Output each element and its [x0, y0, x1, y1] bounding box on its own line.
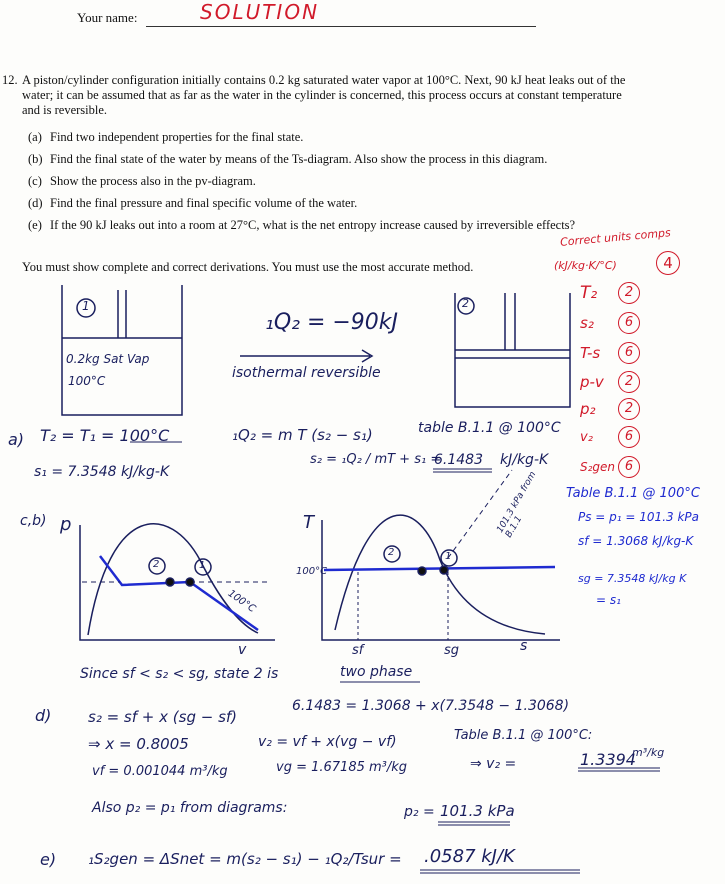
name-value: SOLUTION	[200, 0, 320, 24]
instructions: You must show complete and correct derivations. You must use the most accurate method.	[22, 260, 474, 274]
name-label: Your name:	[77, 10, 138, 25]
cb-label: c,b)	[20, 513, 47, 529]
ts-isotherm-label: 100°C	[296, 566, 328, 577]
table-eq: = s₁	[596, 593, 621, 607]
a-s2-expr: s₂ = ₁Q₂ / mT + s₁ =	[310, 452, 442, 467]
a-s2-value: 6.1483	[434, 452, 483, 468]
part-a-label: a)	[8, 430, 25, 449]
ts-axis-s: s	[520, 638, 528, 654]
heat-label: ₁Q₂ = −90kJ	[265, 310, 399, 335]
process-arrow	[240, 350, 372, 362]
d-vg: vg = 1.67185 m³/kg	[276, 760, 408, 775]
part-a: (a) Find two independent properties for the final state.	[28, 130, 304, 144]
d-x: ⇒ x = 0.8005	[88, 735, 189, 753]
grading-item: T-s 6	[580, 338, 670, 368]
pv-pt2: 2	[153, 559, 160, 570]
state-1-number: 1	[82, 299, 90, 313]
d-vf: vf = 0.001044 m³/kg	[92, 764, 228, 779]
since-text: Since sf < s₂ < sg, state 2 is	[80, 666, 279, 682]
d-v2-result: 1.3394	[580, 750, 636, 769]
state-1-text: 0.2kg Sat Vap	[66, 352, 150, 366]
grading-header: Correct units comps	[559, 226, 672, 249]
ts-sg: sg	[444, 643, 460, 658]
d-p2: p₂ =	[404, 804, 435, 820]
table-sf: sf = 1.3068 kJ/kg-K	[578, 534, 694, 548]
grading-item: T₂ 2	[580, 278, 670, 308]
d-s2: s₂ = sf + x (sg − sf)	[88, 708, 238, 726]
ts-isobar-label: 101.3 kPa from B.1.1	[495, 470, 539, 540]
a-s1: s₁ = 7.3548 kJ/kg-K	[34, 464, 170, 480]
two-phase: two phase	[340, 664, 413, 680]
problem-statement: A piston/cylinder configuration initially contains 0.2 kg saturated water vapor at 100°C. Next, 90 kJ heat leaks out of the water; it can be assumed that as far as the water in the cylinder is concerned, this process occurs at constant temperature and is reversible.	[22, 73, 626, 117]
table-title: Table B.1.1 @ 100°C	[566, 486, 700, 501]
grading-units-score: 4	[656, 251, 680, 275]
a-s2-unit: kJ/kg-K	[500, 452, 549, 468]
grading-item: p-v 2	[580, 368, 670, 396]
problem-number: 12.	[2, 73, 18, 87]
d-p2-value: 101.3 kPa	[440, 802, 515, 820]
table-ps: Ps = p₁ = 101.3 kPa	[578, 510, 699, 524]
a-q12: ₁Q₂ = m T (s₂ − s₁)	[232, 426, 373, 444]
pv-isotherm-label: 100°C	[225, 588, 258, 615]
grading-item: v₂ 6	[580, 422, 670, 452]
part-d: (d) Find the final pressure and final specific volume of the water.	[28, 196, 358, 210]
ts-pt2: 2	[388, 547, 395, 558]
cylinder-1	[62, 285, 182, 415]
d-s2-numbers: 6.1483 = 1.3068 + x(7.3548 − 1.3068)	[292, 698, 570, 714]
process-label: isothermal reversible	[232, 365, 381, 381]
grading-item: S₂gen 6	[580, 452, 670, 482]
d-v2-formula: v₂ = vf + x(vg − vf)	[258, 734, 397, 750]
e-value: .0587 kJ/K	[424, 846, 515, 867]
grading-item: s₂ 6	[580, 308, 670, 338]
pv-axis-v: v	[238, 642, 247, 658]
state-1-temp: 100°C	[68, 374, 106, 388]
pv-axis-p: p	[60, 514, 72, 535]
a-table: table B.1.1 @ 100°C	[418, 420, 561, 436]
part-c: (c) Show the process also in the pv-diagram.	[28, 174, 256, 188]
d-also: Also p₂ = p₁ from diagrams:	[92, 800, 288, 816]
state-2-number: 2	[462, 297, 469, 310]
grading-units: (kJ/kg·K/°C)	[554, 259, 617, 272]
d-v2-prefix: ⇒ v₂ =	[470, 756, 517, 772]
ts-axis-t: T	[303, 512, 314, 533]
table-sg: sg = 7.3548 kJ/kg K	[578, 572, 687, 585]
e-expression: ₁S₂gen = ΔSnet = m(s₂ − s₁) − ₁Q₂/Tsur =	[88, 850, 402, 868]
part-e: (e) If the 90 kJ leaks out into a room at 27°C, what is the net entropy increase caused by irreversible effects?	[28, 218, 576, 232]
d-v2-unit: m³/kg	[632, 746, 665, 759]
part-d-label: d)	[35, 706, 52, 725]
d-table: Table B.1.1 @ 100°C:	[454, 728, 593, 743]
a-t2: T₂ = T₁ = 100°C	[40, 426, 170, 445]
grading-item: p₂ 2	[580, 396, 670, 422]
part-e-label: e)	[40, 850, 57, 869]
ts-pt1: 1	[445, 551, 452, 562]
part-b: (b) Find the final state of the water by means of the Ts-diagram. Also show the process in this diagram.	[28, 152, 548, 166]
ts-sf: sf	[352, 643, 364, 658]
pv-pt1: 1	[199, 560, 206, 571]
